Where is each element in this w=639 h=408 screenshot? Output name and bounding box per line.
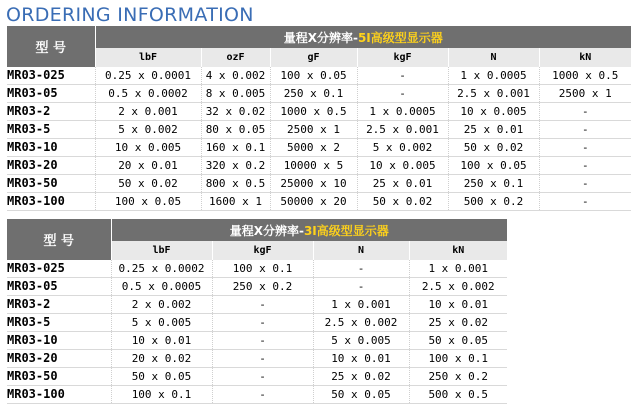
spec-value-cell: 10 x 0.005	[357, 157, 448, 175]
spec-value-cell: 10 x 0.01	[409, 296, 507, 314]
unit-header: N	[313, 241, 409, 260]
spec-value-cell: 5 x 0.002	[95, 121, 201, 139]
spec-value-cell: 25 x 0.02	[409, 314, 507, 332]
model-number-cell: MR03-025	[7, 260, 111, 278]
unit-header: ozF	[201, 48, 270, 67]
spec-value-cell: 2500 x 1	[270, 121, 357, 139]
model-number-cell: MR03-025	[7, 67, 95, 85]
table-row	[7, 85, 631, 103]
spec-value-cell: 32 x 0.02	[201, 103, 270, 121]
ordering-table-3i	[7, 219, 507, 404]
table-row	[7, 386, 507, 404]
spec-value-cell: -	[212, 314, 313, 332]
spec-value-cell: 1 x 0.0005	[357, 103, 448, 121]
spec-value-cell: 250 x 0.1	[448, 175, 539, 193]
spec-value-cell: 50000 x 20	[270, 193, 357, 211]
spec-value-cell: 5 x 0.005	[313, 332, 409, 350]
model-number-cell: MR03-100	[7, 193, 95, 211]
spec-value-cell: 800 x 0.5	[201, 175, 270, 193]
spec-value-cell: 0.25 x 0.0002	[111, 260, 212, 278]
spec-value-cell: 0.25 x 0.0001	[95, 67, 201, 85]
spec-value-cell: 1 x 0.0005	[448, 67, 539, 85]
spec-value-cell: 320 x 0.2	[201, 157, 270, 175]
spec-value-cell: 25 x 0.01	[448, 121, 539, 139]
spec-value-cell: 10 x 0.005	[95, 139, 201, 157]
spec-value-cell: 250 x 0.2	[409, 368, 507, 386]
spec-value-cell: -	[212, 386, 313, 404]
spec-value-cell: -	[212, 368, 313, 386]
range-resolution-header	[95, 26, 631, 48]
unit-header-row	[7, 48, 631, 67]
spec-value-cell: 80 x 0.05	[201, 121, 270, 139]
spec-value-cell: 50 x 0.05	[409, 332, 507, 350]
spec-value-cell: 10 x 0.005	[448, 103, 539, 121]
table-body	[7, 260, 507, 404]
model-number-cell: MR03-2	[7, 296, 111, 314]
spec-value-cell: -	[212, 332, 313, 350]
spec-value-cell: 25 x 0.02	[313, 368, 409, 386]
spec-value-cell: 100 x 0.05	[448, 157, 539, 175]
spec-value-cell: 10 x 0.01	[313, 350, 409, 368]
display-type-label: 5I高级型显示器	[357, 30, 443, 45]
unit-header: lbF	[95, 48, 201, 67]
model-number-cell: MR03-5	[7, 314, 111, 332]
spec-value-cell: -	[539, 175, 631, 193]
table-row	[7, 314, 507, 332]
unit-header: kN	[539, 48, 631, 67]
table-row	[7, 368, 507, 386]
unit-header: kgF	[212, 241, 313, 260]
spec-value-cell: -	[357, 67, 448, 85]
spec-value-cell: 20 x 0.02	[111, 350, 212, 368]
table-row	[7, 175, 631, 193]
spec-value-cell: 2.5 x 0.001	[448, 85, 539, 103]
table-row	[7, 278, 507, 296]
spec-value-cell: 500 x 0.5	[409, 386, 507, 404]
spec-value-cell: 50 x 0.05	[313, 386, 409, 404]
spec-value-cell: 0.5 x 0.0002	[95, 85, 201, 103]
spec-value-cell: 8 x 0.005	[201, 85, 270, 103]
model-number-cell: MR03-20	[7, 157, 95, 175]
spec-value-cell: 5 x 0.002	[357, 139, 448, 157]
table-row	[7, 260, 507, 278]
spec-value-cell: 2 x 0.002	[111, 296, 212, 314]
spec-value-cell: 10000 x 5	[270, 157, 357, 175]
unit-header: lbF	[111, 241, 212, 260]
spec-value-cell: 1000 x 0.5	[270, 103, 357, 121]
spec-value-cell: 1 x 0.001	[313, 296, 409, 314]
spec-value-cell: -	[539, 103, 631, 121]
spec-value-cell: 25 x 0.01	[357, 175, 448, 193]
model-number-cell: MR03-5	[7, 121, 95, 139]
spec-value-cell: -	[539, 121, 631, 139]
range-resolution-label: 量程X分辨率-	[283, 30, 358, 45]
spec-value-cell: 4 x 0.002	[201, 67, 270, 85]
spec-value-cell: 25000 x 10	[270, 175, 357, 193]
model-number-cell: MR03-05	[7, 85, 95, 103]
spec-value-cell: 20 x 0.01	[95, 157, 201, 175]
spec-value-cell: 1 x 0.001	[409, 260, 507, 278]
table-row	[7, 350, 507, 368]
spec-value-cell: 5 x 0.005	[111, 314, 212, 332]
spec-value-cell: 100 x 0.1	[409, 350, 507, 368]
spec-value-cell: -	[539, 157, 631, 175]
table-row	[7, 121, 631, 139]
model-number-cell: MR03-20	[7, 350, 111, 368]
spec-value-cell: 2.5 x 0.002	[313, 314, 409, 332]
spec-value-cell: 5000 x 2	[270, 139, 357, 157]
spec-value-cell: -	[313, 260, 409, 278]
spec-value-cell: 160 x 0.1	[201, 139, 270, 157]
spec-value-cell: 50 x 0.02	[357, 193, 448, 211]
range-resolution-header	[111, 219, 507, 241]
table-row	[7, 139, 631, 157]
model-number-cell: MR03-05	[7, 278, 111, 296]
spec-value-cell: 50 x 0.05	[111, 368, 212, 386]
spec-value-cell: -	[357, 85, 448, 103]
spec-value-cell: 50 x 0.02	[448, 139, 539, 157]
unit-header: N	[448, 48, 539, 67]
unit-header: kgF	[357, 48, 448, 67]
spec-value-cell: -	[212, 350, 313, 368]
spec-value-cell: -	[313, 278, 409, 296]
table-row	[7, 296, 507, 314]
unit-header: kN	[409, 241, 507, 260]
model-number-cell: MR03-2	[7, 103, 95, 121]
table-row	[7, 193, 631, 211]
ordering-information-heading: ORDERING INFORMATION	[6, 4, 254, 26]
unit-header: gF	[270, 48, 357, 67]
spec-value-cell: 500 x 0.2	[448, 193, 539, 211]
model-column-header: 型 号	[7, 219, 111, 260]
spec-value-cell: 0.5 x 0.0005	[111, 278, 212, 296]
display-type-label: 3I高级型显示器	[303, 223, 389, 238]
spec-value-cell: 2.5 x 0.002	[409, 278, 507, 296]
spec-value-cell: 10 x 0.01	[111, 332, 212, 350]
spec-value-cell: 2500 x 1	[539, 85, 631, 103]
table-body	[7, 67, 631, 211]
model-number-cell: MR03-50	[7, 368, 111, 386]
model-number-cell: MR03-100	[7, 386, 111, 404]
spec-value-cell: 100 x 0.1	[212, 260, 313, 278]
spec-value-cell: 100 x 0.05	[95, 193, 201, 211]
spec-value-cell: -	[539, 193, 631, 211]
spec-value-cell: 100 x 0.1	[111, 386, 212, 404]
spec-value-cell: 1600 x 1	[201, 193, 270, 211]
spec-value-cell: 250 x 0.1	[270, 85, 357, 103]
spec-value-cell: 100 x 0.05	[270, 67, 357, 85]
spec-value-cell: 1000 x 0.5	[539, 67, 631, 85]
table-row	[7, 103, 631, 121]
model-number-cell: MR03-10	[7, 332, 111, 350]
ordering-table-5i	[7, 26, 631, 211]
model-number-cell: MR03-50	[7, 175, 95, 193]
spec-value-cell: -	[539, 139, 631, 157]
model-column-header: 型 号	[7, 26, 95, 67]
spec-value-cell: -	[212, 296, 313, 314]
spec-value-cell: 250 x 0.2	[212, 278, 313, 296]
table-row	[7, 332, 507, 350]
spec-value-cell: 2 x 0.001	[95, 103, 201, 121]
spec-value-cell: 2.5 x 0.001	[357, 121, 448, 139]
table-row	[7, 67, 631, 85]
range-resolution-label: 量程X分辨率-	[229, 223, 304, 238]
spec-value-cell: 50 x 0.02	[95, 175, 201, 193]
table-row	[7, 157, 631, 175]
model-number-cell: MR03-10	[7, 139, 95, 157]
